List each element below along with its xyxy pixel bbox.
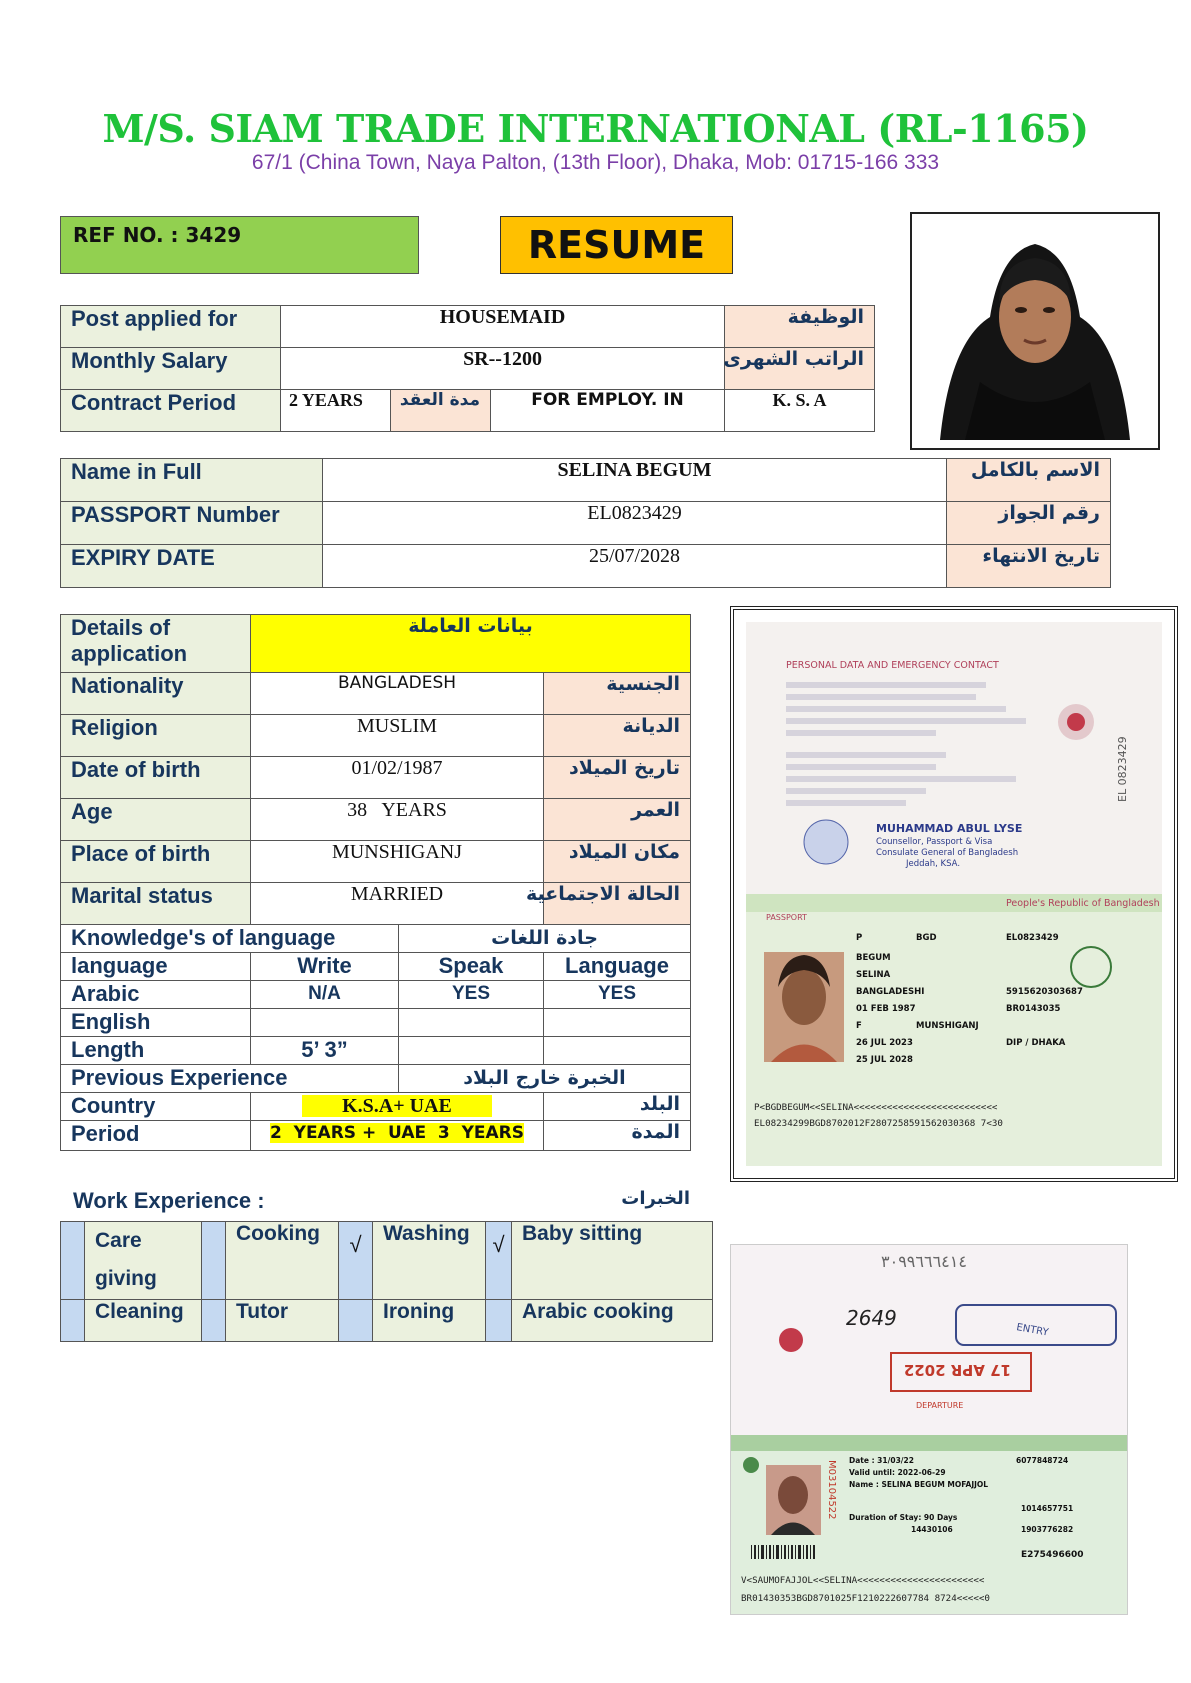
check-ironing[interactable] (339, 1300, 373, 1342)
post-value: HOUSEMAID (281, 306, 725, 348)
knowledge-arabic: جادة اللغات (399, 925, 691, 953)
detail-value: 01/02/1987 (251, 757, 544, 799)
passport-dob: 01 FEB 1987 (856, 1004, 916, 1014)
passport-section-title: PERSONAL DATA AND EMERGENCY CONTACT (786, 660, 999, 671)
passport-label: PASSPORT (766, 913, 807, 922)
passport-surname: BEGUM (856, 953, 891, 963)
passport-side-number: EL 0823429 (1116, 736, 1129, 802)
passport-label: PASSPORT Number (61, 502, 323, 545)
visa-num2: 1903776282 (1021, 1525, 1074, 1534)
visa-departure: DEPARTURE (916, 1401, 964, 1410)
post-arabic: الوظيفة (725, 306, 875, 348)
passport-arabic: رقم الجواز (947, 502, 1111, 545)
country-value: K.S.A+ UAE (302, 1095, 492, 1117)
length-empty (399, 1037, 544, 1065)
passport-scan (746, 622, 1162, 1166)
work-exp-label: Work Experience : (73, 1188, 265, 1213)
passport-type: P (856, 933, 863, 943)
visa-valid-until: Valid until: 2022-06-29 (849, 1468, 946, 1477)
employ-value: K. S. A (725, 390, 875, 432)
passport-nationality: BANGLADESHI (856, 987, 925, 997)
details-header-label: Details of application (61, 615, 251, 673)
visa-name: Name : SELINA BEGUM MOFAJJOL (849, 1480, 989, 1489)
visa-date: Date : 31/03/22 (849, 1456, 914, 1465)
resume-title: RESUME (500, 216, 733, 274)
passport-value: EL0823429 (323, 502, 947, 545)
consul-city: Jeddah, KSA. (906, 859, 961, 869)
passport-mrz-2: EL08234299BGD8702012F2807258591562030368 7<30 (754, 1118, 1003, 1129)
passport-pob: MUNSHIGANJ (916, 1021, 979, 1031)
detail-label: Marital status (61, 883, 251, 925)
name-label: Name in Full (61, 459, 323, 502)
length-empty2 (544, 1037, 691, 1065)
expiry-value: 25/07/2028 (323, 545, 947, 588)
detail-label: Nationality (61, 673, 251, 715)
passport-authority: DIP / DHAKA (1006, 1038, 1066, 1048)
language-write (251, 1009, 399, 1037)
salary-value: SR--1200 (281, 348, 725, 390)
visa-code: E275496600 (1021, 1550, 1084, 1560)
detail-value: MARRIED (251, 883, 544, 925)
svg-text:ENTRY: ENTRY (1015, 1322, 1050, 1339)
period-cell (251, 1121, 544, 1151)
detail-row-pob (61, 841, 691, 883)
detail-row-marital (61, 883, 691, 925)
passport-mrz-1: P<BGDBEGUM<<SELINA<<<<<<<<<<<<<<<<<<<<<<<<<< (754, 1102, 998, 1113)
detail-arabic: العمر (544, 799, 691, 841)
skill-baby-sitting: Baby sitting (512, 1222, 713, 1300)
detail-value: BANGLADESH (251, 673, 544, 715)
language-name: Arabic (61, 981, 251, 1009)
skill-care-giving: Care giving (85, 1222, 202, 1300)
ref-number: REF NO. : 3429 (60, 216, 419, 274)
language-speak (399, 1009, 544, 1037)
passport-country-header: People's Republic of Bangladesh (1006, 898, 1160, 909)
check-cleaning[interactable] (61, 1300, 85, 1342)
skill-washing: Washing (373, 1222, 486, 1300)
detail-label: Age (61, 799, 251, 841)
prev-exp-label: Previous Experience (61, 1065, 399, 1093)
contract-label: Contract Period (61, 390, 281, 432)
visa-num3: 14430106 (911, 1525, 953, 1534)
prev-exp-arabic: الخبرة خارج البلاد (399, 1065, 691, 1093)
passport-scan-frame (730, 606, 1178, 1182)
detail-row-nationality (61, 673, 691, 715)
detail-arabic: الحالة الاجتماعية (544, 883, 691, 925)
work-row-1 (61, 1222, 713, 1300)
lang-header-speak: Speak (399, 953, 544, 981)
portrait-photo (920, 222, 1150, 440)
check-cooking[interactable] (202, 1222, 226, 1300)
passport-number: EL0823429 (1006, 933, 1059, 943)
language-level (544, 1009, 691, 1037)
detail-row-religion (61, 715, 691, 757)
check-care-giving[interactable] (61, 1222, 85, 1300)
expiry-label: EXPIRY DATE (61, 545, 323, 588)
svg-text:M03104522: M03104522 (826, 1460, 837, 1520)
passport-code: BGD (916, 933, 937, 943)
details-header-arabic: بيانات العاملة (251, 615, 691, 673)
length-label: Length (61, 1037, 251, 1065)
language-speak: YES (399, 981, 544, 1009)
language-level: YES (544, 981, 691, 1009)
visa-number: 6077848724 (1016, 1456, 1069, 1465)
visa-num1: 1014657751 (1021, 1504, 1074, 1513)
detail-arabic: الجنسية (544, 673, 691, 715)
visa-top-number: ٣٠٩٩٦٦٦٤١٤ (881, 1252, 967, 1271)
visa-duration: Duration of Stay: 90 Days (849, 1513, 958, 1522)
detail-value: 38 YEARS (251, 799, 544, 841)
passport-expiry: 25 JUL 2028 (856, 1055, 913, 1065)
period-arabic: المدة (544, 1121, 691, 1151)
detail-row-age (61, 799, 691, 841)
detail-value: MUNSHIGANJ (251, 841, 544, 883)
language-header-row (61, 953, 691, 981)
lang-header-language2: Language (544, 953, 691, 981)
passport-given-name: SELINA (856, 970, 891, 980)
consul-title: Counsellor, Passport & Visa (876, 837, 993, 847)
portrait-photo-frame (910, 212, 1160, 450)
lang-header-language: language (61, 953, 251, 981)
consul-org: Consulate General of Bangladesh (876, 848, 1019, 858)
visa-mrz-2: BR01430353BGD8701025F1210222607784 8724<<<<<0 (741, 1593, 990, 1604)
passport-personal-no: 5915620303687 (1006, 987, 1083, 997)
work-exp-table (60, 1221, 713, 1342)
contract-arabic: مدة العقد (391, 390, 491, 432)
details-table (60, 614, 691, 1151)
detail-value: MUSLIM (251, 715, 544, 757)
skill-ironing: Ironing (373, 1300, 486, 1342)
consul-name: MUHAMMAD ABUL LYSE (876, 822, 1023, 835)
work-exp-arabic: الخبرات (621, 1188, 690, 1209)
skill-tutor: Tutor (226, 1300, 339, 1342)
job-table (60, 305, 875, 432)
country-cell (251, 1093, 544, 1121)
detail-label: Date of birth (61, 757, 251, 799)
salary-label: Monthly Salary (61, 348, 281, 390)
post-label: Post applied for (61, 306, 281, 348)
knowledge-label: Knowledge's of language (61, 925, 399, 953)
visa-scan-frame (730, 1244, 1128, 1615)
check-tutor[interactable] (202, 1300, 226, 1342)
length-value: 5’ 3” (251, 1037, 399, 1065)
visa-scan (731, 1245, 1127, 1614)
detail-arabic: مكان الميلاد (544, 841, 691, 883)
language-row-english (61, 1009, 691, 1037)
name-value: SELINA BEGUM (323, 459, 947, 502)
language-write: N/A (251, 981, 399, 1009)
country-label: Country (61, 1093, 251, 1121)
detail-arabic: تاريخ الميلاد (544, 757, 691, 799)
detail-label: Place of birth (61, 841, 251, 883)
expiry-arabic: تاريخ الانتهاء (947, 545, 1111, 588)
employ-label: FOR EMPLOY. IN (491, 390, 725, 432)
company-address: 67/1 (China Town, Naya Palton, (13th Floor), Dhaka, Mob: 01715-166 333 (251, 151, 940, 174)
period-value: 2 YEARS + UAE 3 YEARS (269, 1123, 525, 1143)
name-arabic: الاسم بالكامل (947, 459, 1111, 502)
work-row-2 (61, 1300, 713, 1342)
contract-value: 2 YEARS (281, 390, 391, 432)
passport-sex: F (856, 1021, 862, 1031)
detail-row-dob (61, 757, 691, 799)
period-label: Period (61, 1121, 251, 1151)
visa-stamp-date: 17 APR 2022 (903, 1361, 1011, 1379)
passport-issue-date: 26 JUL 2023 (856, 1038, 913, 1048)
country-arabic: البلد (544, 1093, 691, 1121)
detail-label: Religion (61, 715, 251, 757)
company-title: M/S. SIAM TRADE INTERNATIONAL (RL-1165) (102, 106, 1089, 151)
passport-prev-no: BR0143035 (1006, 1004, 1061, 1014)
lang-header-write: Write (251, 953, 399, 981)
detail-arabic: الديانة (544, 715, 691, 757)
check-baby-sitting[interactable]: √ (486, 1222, 512, 1300)
skill-cleaning: Cleaning (85, 1300, 202, 1342)
salary-arabic: الراتب الشهرى (725, 348, 875, 390)
skill-cooking: Cooking (226, 1222, 339, 1300)
check-washing[interactable]: √ (339, 1222, 373, 1300)
skill-arabic-cooking: Arabic cooking (512, 1300, 713, 1342)
visa-handwritten: 2649 (846, 1306, 897, 1330)
check-arabic-cooking[interactable] (486, 1300, 512, 1342)
language-name: English (61, 1009, 251, 1037)
identity-table (60, 458, 1111, 588)
visa-mrz-1: V<SAUMOFAJJOL<<SELINA<<<<<<<<<<<<<<<<<<<<<<< (741, 1575, 985, 1586)
language-row-arabic (61, 981, 691, 1009)
